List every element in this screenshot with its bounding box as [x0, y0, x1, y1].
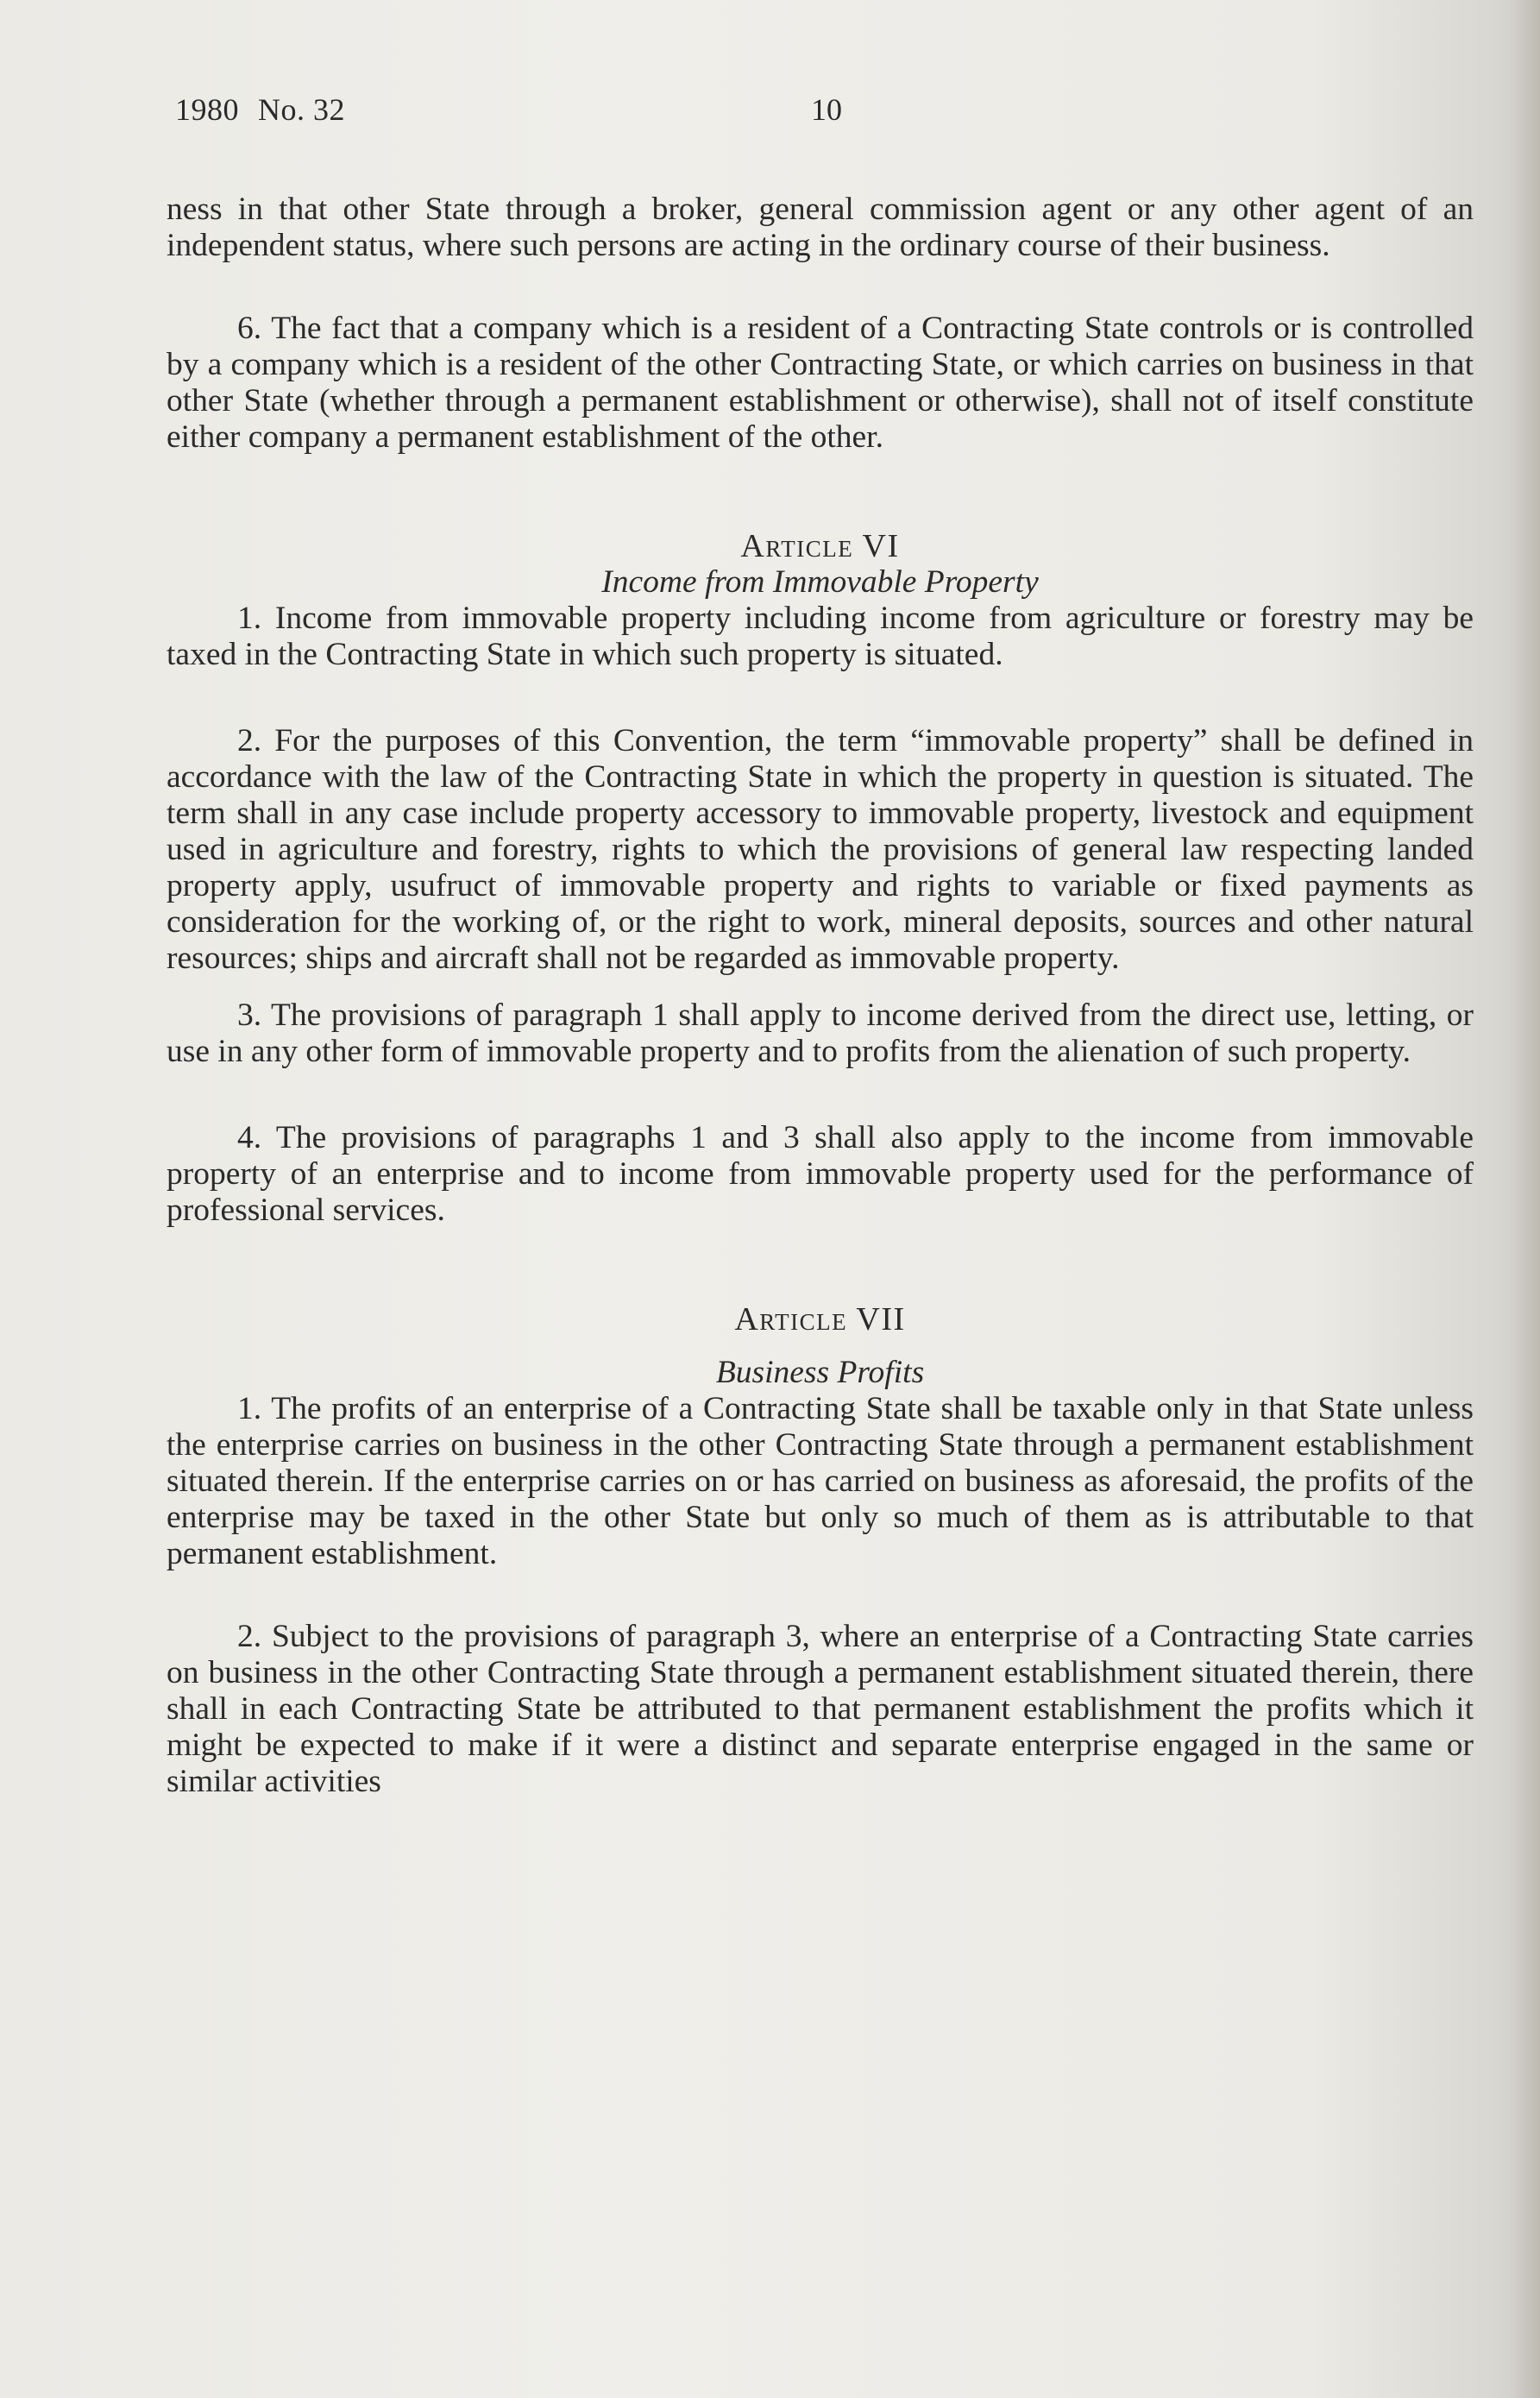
article-6-subtitle: Income from Immovable Property: [601, 564, 1039, 600]
article-6-title: Article VI: [740, 528, 900, 564]
article-6-paragraph-4: 4. The provisions of paragraphs 1 and 3 shall also apply to the income from immovable property of an enterprise and to income from immovable property used for the performance of professional services.: [167, 1120, 1474, 1228]
body-text: [167, 192, 1474, 1800]
article-7-title: Article VII: [734, 1301, 906, 1337]
header-number: No. 32: [258, 92, 345, 127]
article-6-paragraph-1: 1. Income from immovable property including income from agriculture or forestry may be taxed in the Contracting State in which such property is situated.: [167, 601, 1474, 672]
article-6-paragraph-3: 3. The provisions of paragraph 1 shall apply to income derived from the direct use, letting, or use in any other form of immovable property and to profits from the alienation of such property.: [167, 998, 1474, 1069]
page-number: 10: [811, 92, 842, 127]
article-6-paragraph-2: 2. For the purposes of this Convention, the term “immovable property” shall be defined in accordance with the law of the Contracting State in which the property in question is situated. The term shall in any case include property accessory to immovable property, livestock and equipment used in agriculture and forestry, rights to which the provisions of general law respecting landed property apply, usufruct of immovable property and rights to variable or fixed payments as consideration for the working of, or the right to work, mineral deposits, sources and other natural resources; ships and aircraft shall not be regarded as immovable property.: [167, 723, 1474, 976]
article-7-paragraph-2: 2. Subject to the provisions of paragraph 3, where an enterprise of a Contracting State carries on business in the other Contracting State through a permanent establishment situated therein, there shall in each Contracting State be attributed to that permanent establishment the profits which it might be expected to make if it were a distinct and separate enterprise engaged in the same or similar activities: [167, 1619, 1474, 1799]
page-header: [175, 91, 345, 128]
book-spine-shadow: [1507, 0, 1540, 2398]
paragraph-continuation: ness in that other State through a broker, general commission agent or any other agent of an independent status, where such persons are acting in the ordinary course of their business.: [167, 192, 1474, 263]
paragraph-6: 6. The fact that a company which is a resident of a Contracting State controls or is controlled by a company which is a resident of the other Contracting State, or which carries on business in that other State (whether through a permanent establishment or otherwise), shall not of itself constitute either company a permanent establishment of the other.: [167, 311, 1474, 455]
header-year: 1980: [175, 92, 239, 127]
article-7-subtitle: Business Profits: [715, 1355, 925, 1390]
article-7-paragraph-1: 1. The profits of an enterprise of a Contracting State shall be taxable only in that State unless the enterprise carries on business in the other Contracting State through a permanent establishment situated therein. If the enterprise carries on or has carried on business as aforesaid, the profits of the enterprise may be taxed in the other State but only so much of them as is attributable to that permanent establishment.: [167, 1391, 1474, 1571]
